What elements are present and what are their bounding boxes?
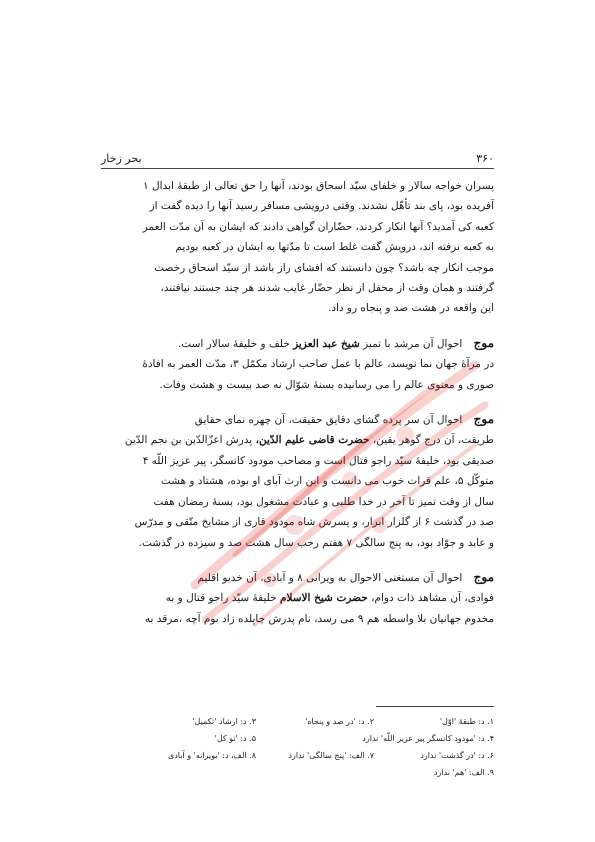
text-run: احوال آن مرشد با تمیز	[363, 337, 463, 350]
main-text	[101, 176, 494, 629]
footnotes	[101, 706, 494, 781]
footnote: ۷. الف: 'پنج سالگی' ندارد	[288, 751, 374, 760]
text-line: مخدوم جهانیان بلا واسطه هم ۹ می رسد، نام پدرش چاپلده زاد بوم آچه ،مرقد به	[144, 612, 494, 625]
footnote-row	[101, 764, 494, 781]
bold-name: حضرت شیخ الاسلام	[279, 592, 368, 605]
book-title: بحر زخار	[101, 152, 142, 165]
footnote: ۲. د: 'در صد و پنجاه'	[305, 717, 374, 726]
text-line: متوکّل ۵، علم قرات خوب می دانست و ابن ارث آبای او بوده، هشتاد و هشت	[160, 475, 494, 488]
text-run: فوادی، آن مشاهد ذات دوام،	[371, 592, 494, 605]
text-run: خلف و خلیفۀ سالار است.	[177, 337, 290, 350]
header-rule	[101, 168, 494, 169]
section-marker: موج	[473, 412, 494, 427]
text-line: این واقعه در هشت صد و پنجاه رو داد.	[327, 302, 494, 315]
text-run: طریقت، آن درج گوهر یقین،	[372, 434, 494, 447]
page-number: ۳۶۰	[476, 152, 494, 165]
running-header	[101, 152, 494, 168]
bold-name: حضرت قاضی علیم الدّین،	[255, 434, 370, 447]
text-line: در مرآۀ جهان نما نویسد، عالم با عمل صاحب ارشاد مکمّل ۳، مدّت العمر به افادۀ	[142, 358, 494, 371]
paragraph	[101, 176, 494, 319]
text-line: و عابد و جوّاد بود، به پنج سالگی ۷ هفتم رجب سال هشت صد و سیزده در گذشت.	[138, 536, 494, 549]
text-line: موجب انکار چه باشد؟ چون دانستند که افشای راز باشد از سیّد اسحاق رخصت	[154, 261, 494, 274]
text-run: پدرش اعزّالدّین بن نجم الدّین	[124, 434, 253, 447]
text-run: احوال آن سر پرده گشای دقایق حقیقت، آن چهره نمای حقایق	[194, 414, 463, 427]
section-marker: موج	[473, 335, 494, 350]
footnote: ۱. د: طبقۀ 'اوّل'	[439, 717, 494, 726]
footnote: ۴. د: 'مودود کانسگر پیر عزیز اللّه' ندارد	[362, 734, 494, 743]
paragraph	[101, 567, 494, 629]
footnote-row	[101, 730, 494, 747]
section-marker: موج	[473, 569, 494, 584]
text-line: گرفتند و همان وقت از محفل از نظر حضّار غایب شدند هر چند جستند نیافتند،	[160, 282, 494, 295]
text-line: صدیقی بود، خلیفۀ سیّد راجو قتال است و مصاحب مودود کانسگر، پیر عزیز اللّه ۴	[142, 454, 494, 467]
text-line: صوری و معنوی عالم را می رسانیده بسنۀ شوّال نه صد بیست و هشت وفات.	[159, 378, 494, 391]
text-run: احوال آن مستغنی الاحوال به ویرانی ۸ و آبادی، آن خدیو اقلیم	[197, 571, 463, 584]
footnote: ۵. د: 'تو کل'	[214, 734, 256, 743]
bold-name: شیخ عبد العزیز	[293, 337, 360, 350]
text-line: سال از وقت تمیز تا آخر در خدا طلبی و عبادت مشغول بود، بسنۀ رمضان هفت	[153, 495, 494, 508]
footnote-rule	[376, 706, 494, 707]
footnote: ۸. الف، د: 'بویرانه' و آبادی	[167, 751, 256, 760]
footnote-row	[101, 713, 494, 730]
text-line: کعبه کی آمدید؟ آنها انکار کردند، حضّاران گواهی دادند که ایشان به آن مدّت العمر	[142, 220, 494, 233]
footnote-row	[101, 747, 494, 764]
text-line: پسران خواجه سالار و خلفای سیّد اسحاق بودند، آنها را حق تعالی از طبقۀ ابدال ۱	[143, 180, 494, 192]
footnote: ۳. د: ارشاد 'تکمیل'	[192, 717, 256, 726]
footnote: ۹. الف: 'هم' ندارد	[433, 768, 494, 777]
text-run: خلیفۀ سیّد راجو قتال و به	[165, 592, 277, 605]
footnote: ۶. د: 'در گذشت' ندارد	[420, 751, 494, 760]
text-line: آفریده بود، پای بند تأهّل نشدند. وقتی درویشی مسافر رسید آنها را دیده گفت از	[149, 200, 494, 213]
paragraph	[101, 409, 494, 553]
text-line: به کعبه نرفته اند، درویش گفت غلط است تا مدّتها به ایشان در کعبه بودیم	[175, 241, 494, 254]
paragraph	[101, 333, 494, 395]
text-line: صد در گذشت ۶ از گلزار ابرار، و پسرش شاه مودود قاری از مشایخ متّقی و مدرّس	[134, 516, 494, 529]
